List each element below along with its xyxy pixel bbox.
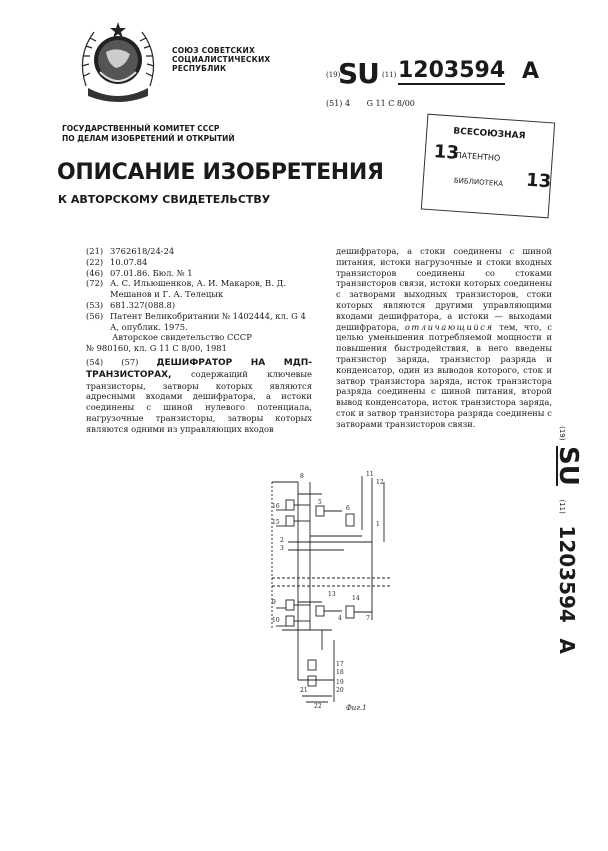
bibliographic-data [86, 246, 312, 435]
abstract-emphasis: отличающийся [404, 321, 494, 332]
document-subtitle: К АВТОРСКОМУ СВИДЕТЕЛЬСТВУ [58, 193, 271, 206]
ipc-code: (51) 4 [326, 99, 351, 108]
biblio-code: (72) [86, 278, 104, 289]
org-line: СОЮЗ СОВЕТСКИХ [172, 46, 255, 55]
figure-label: 7 [366, 615, 370, 622]
figure-label: 16 [272, 503, 280, 510]
inid-code-19: (19) [326, 71, 341, 79]
inid-code-11: (11) [382, 71, 397, 79]
abstract-text: содержащий ключевые транзисторы, затворы которых являются адресными входами дешифратора, а истоки соединены с шиной нулевого потенциала, нагрузочные транзисторы, затворы которых являются одними из управляющих входов [86, 368, 312, 434]
committee [62, 124, 235, 144]
biblio-code: (56) [86, 310, 104, 321]
ussr-emblem [72, 16, 164, 108]
side-country: SU [553, 446, 583, 486]
country-org [172, 46, 270, 73]
biblio-text: А. С. Ильюшенков, А. И. Макаров, В. Д. Мешанов и Г. А. Телецык [110, 278, 286, 300]
figure-label: 2 [280, 537, 284, 544]
kind-code: A [522, 59, 540, 84]
figure-label: 21 [300, 687, 308, 694]
stamp-line: БИБЛИОТЕКА [453, 176, 504, 189]
org-line: СОЦИАЛИСТИЧЕСКИХ [172, 55, 271, 64]
figure-label: 9 [272, 599, 276, 606]
biblio-text: 07.01.86. Бюл. № 1 [110, 267, 193, 278]
biblio-row [86, 278, 312, 300]
biblio-row [86, 257, 312, 268]
figure-label: 22 [314, 703, 322, 710]
biblio-code: (53) [86, 299, 104, 310]
biblio-text: Патент Великобритании № 1402444, кл. G 4 А, опублик. 1975. [110, 310, 306, 332]
abstract-text: дешифратора, а стоки соединены с шиной питания, истоки нагрузочные и стоки входных транзисторов соединены со стоками транзисторов связи, истоки которых соединены с затворами выходных транзисторов, стоки которых являются другими управляющими входами дешифратора, а истоки — выходами дешифратора, [336, 246, 552, 332]
figure-label: 18 [336, 669, 344, 676]
biblio-row [86, 300, 312, 311]
stamp-line: ПАТЕНТНО [455, 150, 501, 163]
figure-label: 10 [272, 617, 280, 624]
figure-label: 6 [346, 505, 350, 512]
org-line: РЕСПУБЛИК [172, 64, 227, 73]
abstract-left [86, 357, 312, 435]
side-code-19: (19) [558, 426, 566, 441]
figure-label: 5 [318, 499, 322, 506]
library-stamp [421, 114, 555, 219]
biblio-code: (21) [86, 246, 104, 256]
biblio-code: (46) [86, 267, 104, 278]
figure-label: 20 [336, 687, 344, 694]
biblio-extra-line: Авторское свидетельство СССР [112, 332, 252, 343]
abstract-code: (54) (57) [86, 356, 139, 367]
abstract-text: тем, что, с целью уменьшения потребляемой мощности и повышения быстродействия, в него введены транзистор заряда, транзистор разряда и конденсатор, один из выводов которого, сток и затвор транзистора заряда, исток транзистора разряда соединены с шиной питания, второй вывод конденсатора, исток транзистора заряда, сток и затвор транзистора разряда соединены с затворами транзисторов связи. [336, 321, 552, 429]
invention-title: ДЕШИФРАТОР НА МДП-ТРАНЗИСТОРАХ, [86, 357, 312, 380]
figure-label: 4 [338, 615, 342, 622]
ipc-classification [326, 99, 415, 108]
stamp-line: ВСЕСОЮЗНАЯ [452, 126, 526, 142]
side-patent-number: 1203594 [555, 525, 579, 623]
committee-line: ГОСУДАРСТВЕННЫЙ КОМИТЕТ СССР [62, 124, 220, 133]
figure-label: 13 [328, 591, 336, 598]
biblio-row [86, 246, 312, 257]
document-title: ОПИСАНИЕ ИЗОБРЕТЕНИЯ [57, 160, 384, 185]
stamp-number: 13 [525, 169, 552, 193]
figure-label: 11 [366, 471, 374, 478]
figure-label: 14 [352, 595, 360, 602]
patent-number: 1203594 [398, 58, 506, 83]
figure-label: 8 [300, 473, 304, 480]
committee-line: ПО ДЕЛАМ ИЗОБРЕТЕНИЙ И ОТКРЫТИЙ [62, 134, 235, 143]
side-kind: A [555, 638, 579, 654]
figure-label: 3 [280, 545, 284, 552]
figure-label: 19 [336, 679, 344, 686]
side-patent-id [548, 410, 588, 670]
biblio-text: 681.327(088.8) [110, 299, 176, 310]
figure-caption: Фиг.1 [346, 704, 367, 712]
stamp-number: 13 [433, 141, 460, 164]
biblio-text: 10.07.84 [110, 256, 148, 267]
country-code: SU [338, 57, 379, 90]
figure-label: 15 [272, 519, 280, 526]
ipc-value: G 11 C 8/00 [366, 99, 415, 108]
figure-label: 1 [376, 521, 380, 528]
biblio-row [86, 268, 312, 279]
biblio-extra-line: № 980160, кл. G 11 C 8/00, 1981 [86, 343, 227, 354]
biblio-text: 3762618/24-24 [110, 246, 175, 256]
circuit-diagram [262, 470, 402, 710]
side-code-11: (11) [558, 499, 566, 514]
abstract-right [336, 246, 552, 430]
figure-label: 17 [336, 661, 344, 668]
figure-label: 12 [376, 479, 384, 486]
biblio-row [86, 311, 312, 333]
biblio-code: (22) [86, 256, 104, 267]
